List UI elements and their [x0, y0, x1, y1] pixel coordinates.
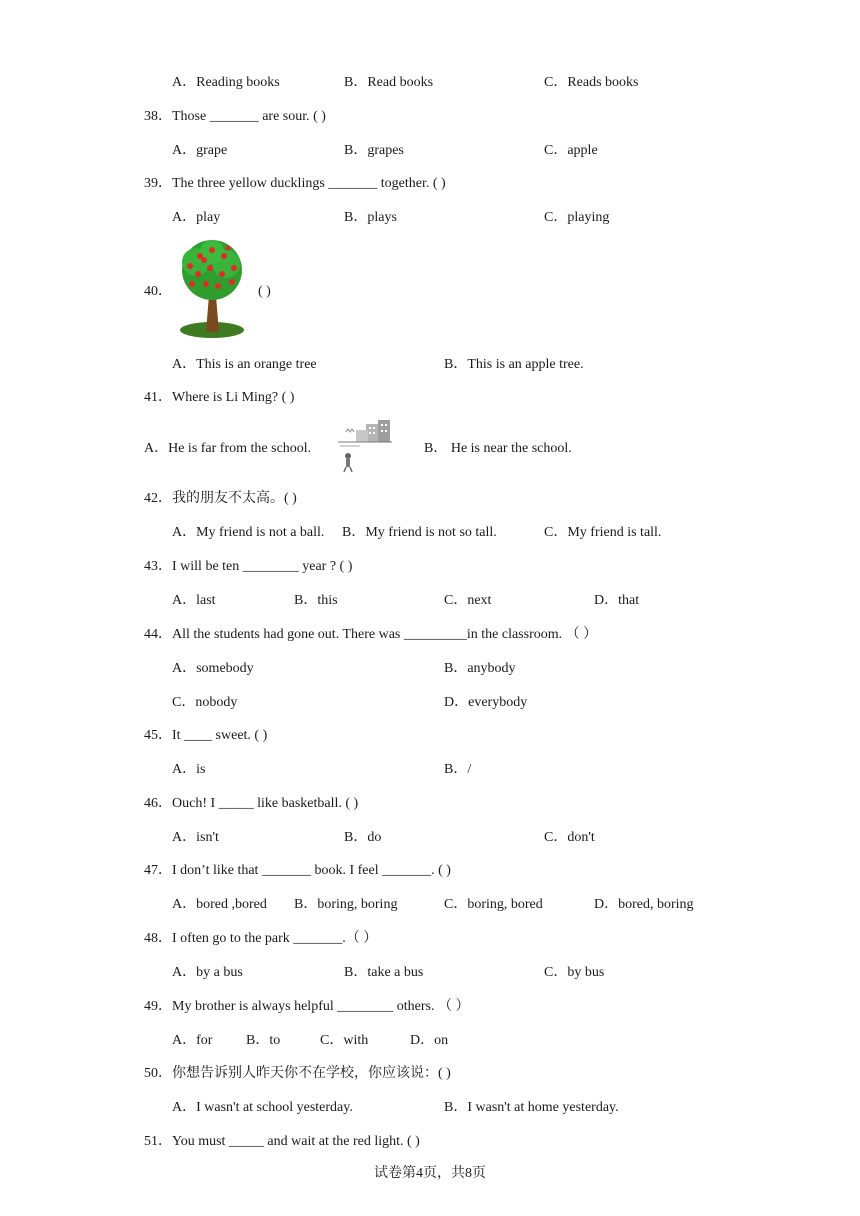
q42-option-c: C．My friend is tall. [544, 525, 662, 540]
q44-option-d: D．everybody [444, 695, 528, 710]
q42-stem: 42．我的朋友不太高。( ) [144, 491, 297, 506]
q48-option-a: A．by a bus [172, 965, 243, 980]
page-footer: 试卷第4页，共8页 [374, 1166, 486, 1181]
q46-option-c: C．don't [544, 830, 595, 845]
q37-option-a: A．Reading books [172, 75, 280, 90]
q44-stem: 44．All the students had gone out. There was _________in the classroom. （ ） [144, 627, 598, 642]
q48-stem: 48．I often go to the park _______.（ ） [144, 931, 378, 946]
q44-option-c: C．nobody [172, 695, 238, 710]
q40-number: 40． [144, 284, 172, 299]
q50-option-b: B．I wasn't at home yesterday. [444, 1100, 619, 1115]
q41-option-b: B． He is near the school. [424, 441, 572, 456]
q47-stem: 47．I don’t like that _______ book. I feel _______. ( ) [144, 863, 451, 878]
q42-option-b: B．My friend is not so tall. [342, 525, 497, 540]
q46-stem: 46．Ouch! I _____ like basketball. ( ) [144, 796, 359, 811]
q38-stem: 38．Those _______ are sour. ( ) [144, 109, 326, 124]
q39-option-c: C．playing [544, 210, 610, 225]
q45-option-a: A．is [172, 762, 206, 777]
q46-option-a: A．isn't [172, 830, 219, 845]
q51-stem: 51．You must _____ and wait at the red light. ( ) [144, 1134, 420, 1149]
school-scene-image [336, 418, 394, 474]
q40-option-a: A．This is an orange tree [172, 357, 317, 372]
q47-option-b: B．boring, boring [294, 897, 398, 912]
q39-option-b: B．plays [344, 210, 397, 225]
apple-tree-image [176, 240, 248, 340]
q45-stem: 45．It ____ sweet. ( ) [144, 728, 268, 743]
q48-option-c: C．by bus [544, 965, 605, 980]
q50-option-a: A．I wasn't at school yesterday. [172, 1100, 353, 1115]
q49-option-b: B．to [246, 1033, 281, 1048]
q43-stem: 43．I will be ten ________ year ? ( ) [144, 559, 353, 574]
q37-option-c: C．Reads books [544, 75, 639, 90]
q47-option-d: D．bored, boring [594, 897, 694, 912]
q42-option-a: A．My friend is not a ball. [172, 525, 325, 540]
q43-option-c: C．next [444, 593, 492, 608]
q41-option-a: A．He is far from the school. [144, 441, 312, 456]
q39-stem: 39．The three yellow ducklings _______ together. ( ) [144, 176, 446, 191]
q43-option-a: A．last [172, 593, 216, 608]
q37-option-b: B．Read books [344, 75, 434, 90]
q39-option-a: A．play [172, 210, 221, 225]
q40-option-b: B．This is an apple tree. [444, 357, 584, 372]
q43-option-b: B．this [294, 593, 338, 608]
q38-option-b: B．grapes [344, 143, 404, 158]
q49-option-c: C．with [320, 1033, 369, 1048]
q41-stem: 41．Where is Li Ming? ( ) [144, 390, 295, 405]
q47-option-a: A．bored ,bored [172, 897, 267, 912]
q48-option-b: B．take a bus [344, 965, 424, 980]
q49-option-a: A．for [172, 1033, 213, 1048]
q45-option-b: B．/ [444, 762, 472, 777]
q38-option-a: A．grape [172, 143, 228, 158]
q40-answer-paren: ( ) [258, 284, 271, 299]
q49-stem: 49．My brother is always helpful ________ others. （ ） [144, 999, 470, 1014]
q38-option-c: C．apple [544, 143, 598, 158]
q49-option-d: D．on [410, 1033, 449, 1048]
q50-stem: 50．你想告诉别人昨天你不在学校，你应该说：( ) [144, 1066, 451, 1081]
q47-option-c: C．boring, bored [444, 897, 543, 912]
q44-option-a: A．somebody [172, 661, 254, 676]
q43-option-d: D．that [594, 593, 640, 608]
q44-option-b: B．anybody [444, 661, 516, 676]
q46-option-b: B．do [344, 830, 382, 845]
